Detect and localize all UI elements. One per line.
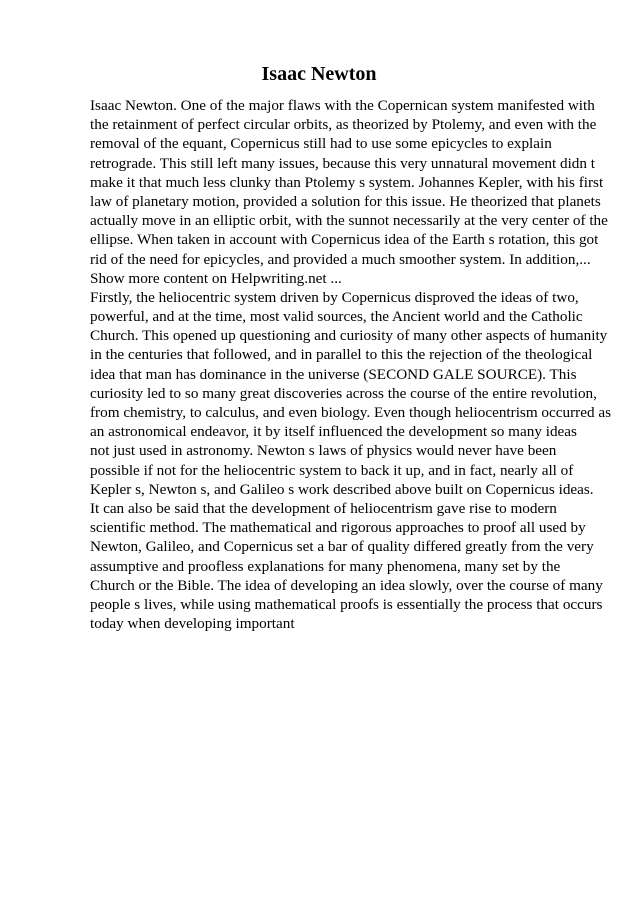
body-line: ellipse. When taken in account with Copernicus idea of the Earth s rotation, this got (90, 231, 599, 249)
body-line: in the centuries that followed, and in parallel to this the rejection of the theological (90, 346, 593, 364)
body-line: retrograde. This still left many issues, because this very unnatural movement didn t (90, 154, 596, 172)
body-line: powerful, and at the time, most valid sources, the Ancient world and the Catholic (90, 308, 583, 326)
show-more-link[interactable]: Show more content on Helpwriting.net ... (90, 269, 342, 287)
body-line: Firstly, the heliocentric system driven by Copernicus disproved the ideas of two, (90, 288, 579, 306)
body-line: assumptive and proofless explanations for many phenomena, many set by the (90, 557, 561, 575)
body-line: people s lives, while using mathematical proofs is essentially the process that occurs (90, 595, 603, 613)
body-line: the retainment of perfect circular orbits, as theorized by Ptolemy, and even with the (90, 116, 597, 134)
body-line: Church. This opened up questioning and curiosity of many other aspects of humanity (90, 327, 608, 345)
body-line: Isaac Newton. One of the major flaws with the Copernican system manifested with (90, 97, 595, 114)
body-line: not just used in astronomy. Newton s laws of physics would never have been (90, 442, 557, 460)
body-line: law of planetary motion, provided a solution for this issue. He theorized that planets (90, 192, 601, 210)
body-line: curiosity led to so many great discoveries across the course of the entire revolution, (90, 384, 597, 402)
body-line: idea that man has dominance in the universe (SECOND GALE SOURCE). This (90, 365, 577, 383)
body-line: It can also be said that the development of heliocentrism gave rise to modern (90, 499, 557, 517)
body-line: removal of the equant, Copernicus still had to use some epicycles to explain (90, 135, 552, 153)
body-line: Church or the Bible. The idea of developing an idea slowly, over the course of many (90, 576, 603, 594)
document-body (90, 96, 610, 633)
body-line: possible if not for the heliocentric system to back it up, and in fact, nearly all of (90, 461, 574, 479)
body-line: rid of the need for epicycles, and provided a much smoother system. In addition,... (90, 250, 591, 268)
body-line: scientific method. The mathematical and rigorous approaches to proof all used by (90, 519, 586, 537)
body-line: today when developing important (90, 615, 295, 633)
body-line: Newton, Galileo, and Copernicus set a bar of quality differed greatly from the very (90, 538, 594, 556)
body-line: Kepler s, Newton s, and Galileo s work described above built on Copernicus ideas. (90, 480, 594, 498)
document-title: Isaac Newton (261, 63, 377, 85)
body-line: from chemistry, to calculus, and even biology. Even though heliocentrism occurred as (90, 404, 612, 421)
body-line: make it that much less clunky than Ptolemy s system. Johannes Kepler, with his first (90, 173, 604, 191)
body-line: actually move in an elliptic orbit, with the sunnot necessarily at the very center of the (90, 212, 608, 230)
body-line: an astronomical endeavor, it by itself influenced the development so many ideas (90, 423, 577, 441)
